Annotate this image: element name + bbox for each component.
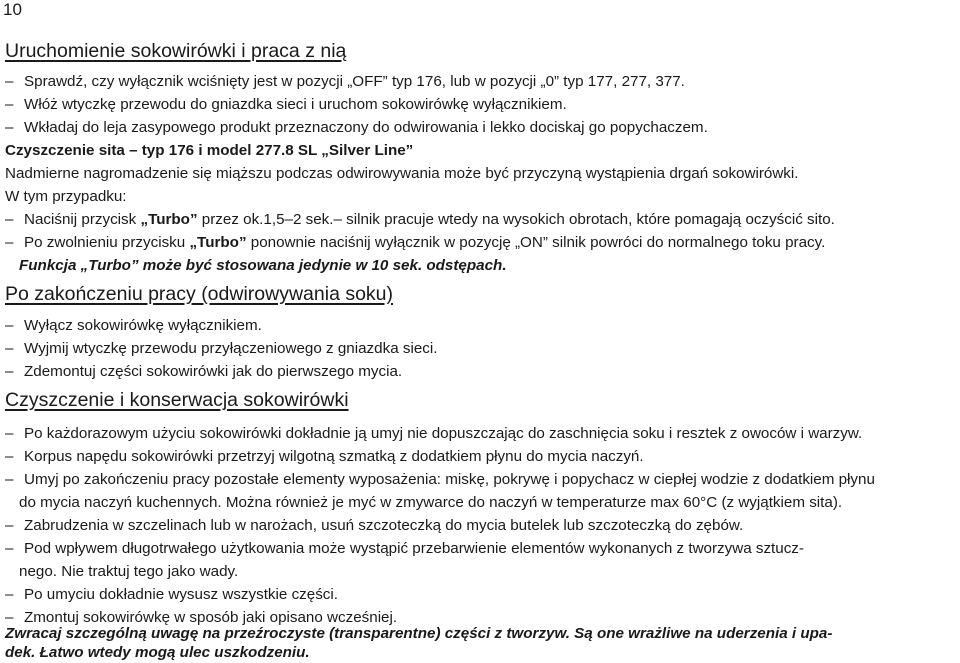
section-title-startup: Uruchomienie sokowirówki i praca z nią bbox=[5, 40, 347, 62]
paragraph: Nadmierne nagromadzenie się miąższu podczas odwirowywania może być przyczyną wystąpienia drgań sokowirówki. bbox=[5, 165, 799, 182]
turbo-label: „Turbo” bbox=[189, 234, 247, 251]
list-item: – Zabrudzenia w szczelinach lub w narożach, usuń szczoteczką do mycia butelek lub szczoteczką do zębów. bbox=[5, 517, 744, 534]
list-item: – Po zwolnieniu przycisku „Turbo” ponownie naciśnij wyłącznik w pozycję „ON” silnik powróci do normalnego toku pracy. bbox=[5, 234, 826, 251]
paragraph: W tym przypadku: bbox=[5, 188, 127, 205]
list-item: – Sprawdź, czy wyłącznik wciśnięty jest w pozycji „OFF” typ 176, lub w pozycji „0” typ 177, 277, 377. bbox=[5, 73, 685, 90]
list-item: – Naciśnij przycisk „Turbo” przez ok.1,5–2 sek.– silnik pracuje wtedy na wysokich obrotach, które pomagają oczyścić sito. bbox=[5, 211, 835, 228]
list-item: – Po umyciu dokładnie wysusz wszystkie części. bbox=[5, 586, 338, 603]
list-item-continuation: do mycia naczyń kuchennych. Można również je myć w zmywarce do naczyń w temperaturze max 60°C (z wyjątkiem sita). bbox=[19, 494, 843, 511]
page-number: 10 bbox=[3, 0, 22, 19]
turbo-note: Funkcja „Turbo” może być stosowana jedynie w 10 sek. odstępach. bbox=[19, 257, 507, 274]
section-title-after-work: Po zakończeniu pracy (odwirowywania soku) bbox=[5, 283, 394, 305]
list-item: – Włóż wtyczkę przewodu do gniazdka sieci i uruchom sokowirówkę wyłącznikiem. bbox=[5, 96, 567, 113]
list-item: – Pod wpływem długotrwałego użytkowania może wystąpić przebarwienie elementów wykonanych z tworzywa sztucz- bbox=[5, 540, 804, 557]
list-item: – Wkładaj do leja zasypowego produkt przeznaczony do odwirowania i lekko dociskaj go popychaczem. bbox=[5, 119, 708, 136]
warning-note: Zwracaj szczególną uwagę na przeźroczyste (transparentne) części z tworzyw. Są one wrażliwe na uderzenia i upa- bbox=[5, 625, 833, 642]
list-item: – Zdemontuj części sokowirówki jak do pierwszego mycia. bbox=[5, 363, 403, 380]
list-item: – Umyj po zakończeniu pracy pozostałe elementy wyposażenia: miskę, pokrywę i popychacz w ciepłej wodzie z dodatkiem płynu bbox=[5, 471, 875, 488]
subheading-sieve-cleaning: Czyszczenie sita – typ 176 i model 277.8 SL „Silver Line” bbox=[5, 142, 414, 159]
list-item: – Zmontuj sokowirówkę w sposób jaki opisano wcześniej. bbox=[5, 609, 398, 626]
list-item: – Wyłącz sokowirówkę wyłącznikiem. bbox=[5, 317, 262, 334]
turbo-label: „Turbo” bbox=[140, 211, 198, 228]
list-item-continuation: nego. Nie traktuj tego jako wady. bbox=[19, 563, 239, 580]
list-item: – Korpus napędu sokowirówki przetrzyj wilgotną szmatką z dodatkiem płynu do mycia naczyń. bbox=[5, 448, 644, 465]
warning-note-continuation: dek. Łatwo wtedy mogą ulec uszkodzeniu. bbox=[5, 644, 310, 661]
section-title-cleaning: Czyszczenie i konserwacja sokowirówki bbox=[5, 389, 349, 411]
list-item: – Wyjmij wtyczkę przewodu przyłączeniowego z gniazdka sieci. bbox=[5, 340, 438, 357]
list-item: – Po każdorazowym użyciu sokowirówki dokładnie ją umyj nie dopuszczając do zaschnięcia soku i resztek z owoców i warzyw. bbox=[5, 425, 863, 442]
